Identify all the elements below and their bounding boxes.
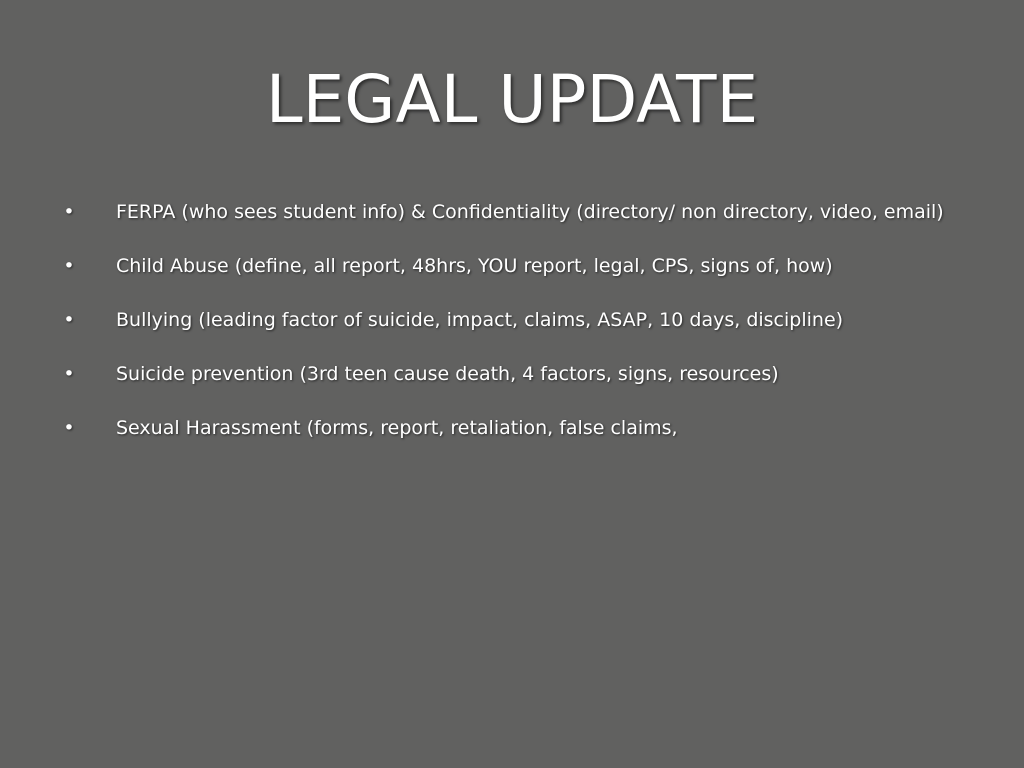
bullet-dot-icon: • <box>63 255 75 277</box>
bullet-list <box>0 196 1024 466</box>
slide-title: LEGAL UPDATE <box>265 61 759 138</box>
bullet-text: Suicide prevention (3rd teen cause death, 4 factors, signs, resources) <box>116 363 779 385</box>
bullet-text: Bullying (leading factor of suicide, impact, claims, ASAP, 10 days, discipline) <box>116 309 844 331</box>
bullet-item-ferpa <box>0 196 1024 250</box>
bullet-item-sexual-harassment <box>0 412 1024 466</box>
bullet-item-child-abuse <box>0 250 1024 304</box>
bullet-dot-icon: • <box>63 363 75 385</box>
bullet-text: Sexual Harassment (forms, report, retaliation, false claims, <box>116 417 678 439</box>
bullet-dot-icon: • <box>63 417 75 439</box>
bullet-text: Child Abuse (define, all report, 48hrs, YOU report, legal, CPS, signs of, how) <box>116 255 833 277</box>
bullet-item-bullying <box>0 304 1024 358</box>
bullet-dot-icon: • <box>63 309 75 331</box>
bullet-item-suicide-prevention <box>0 358 1024 412</box>
bullet-dot-icon: • <box>63 201 75 223</box>
bullet-text: FERPA (who sees student info) & Confidentiality (directory/ non directory, video, email) <box>116 201 944 223</box>
